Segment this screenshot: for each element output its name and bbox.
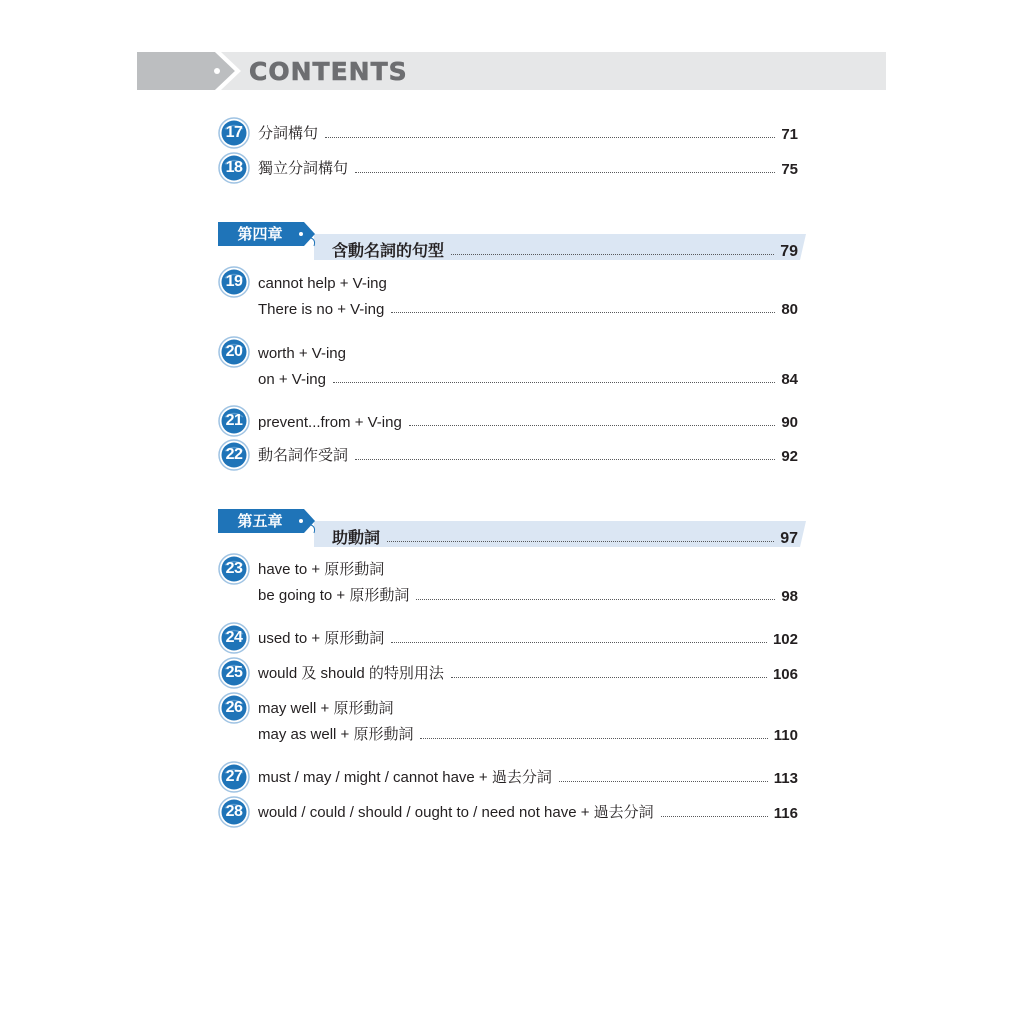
entry-title: would / could / should / ought to / need not have + 過去分詞 — [258, 804, 654, 821]
page-number: 92 — [781, 448, 798, 465]
contents-header — [137, 52, 886, 90]
entry-line — [258, 368, 798, 388]
page-number: 79 — [780, 243, 798, 260]
dot-leader — [420, 738, 767, 739]
entry-title: 動名詞作受詞 — [258, 447, 349, 464]
entry-number: 20 — [225, 343, 243, 360]
toc-entry-26[interactable] — [218, 692, 798, 748]
chapter-title: 含動名詞的句型 — [332, 243, 445, 260]
entry-line — [258, 559, 798, 579]
page-number: 90 — [781, 414, 798, 431]
dot-leader — [661, 816, 768, 817]
toc-entry-28[interactable] — [218, 796, 798, 828]
entry-number: 27 — [225, 768, 243, 785]
entry-title: on + V-ing — [258, 371, 326, 388]
toc-entry-22[interactable] — [218, 439, 798, 471]
entry-line — [258, 411, 798, 431]
dot-leader — [451, 677, 767, 678]
chapter-label: 第四章 — [237, 226, 283, 243]
entry-number: 17 — [225, 124, 243, 141]
entry-title: There is no + V-ing — [258, 301, 385, 318]
dot-leader — [333, 382, 775, 383]
page-number: 110 — [773, 727, 798, 744]
chapter-line — [332, 239, 798, 261]
toc-entry-23[interactable] — [218, 553, 798, 609]
entry-number: 22 — [225, 446, 243, 463]
toc-entry-18[interactable] — [218, 152, 798, 184]
dot-leader — [451, 254, 774, 255]
page-number: 102 — [772, 631, 798, 648]
entry-title: 分詞構句 — [258, 125, 319, 142]
entry-title: have to + 原形動詞 — [258, 561, 385, 578]
entry-line — [258, 585, 798, 605]
dot-leader — [355, 459, 775, 460]
entry-title: prevent...from + V-ing — [258, 414, 402, 431]
dot-leader — [387, 541, 774, 542]
page-number: 97 — [780, 530, 798, 547]
page-number: 106 — [772, 666, 798, 683]
entry-title: may well + 原形動詞 — [258, 700, 394, 717]
entry-title: would 及 should 的特別用法 — [258, 665, 444, 682]
chapter-label: 第五章 — [237, 513, 283, 530]
toc-entry-20[interactable] — [218, 336, 798, 392]
page-number: 75 — [781, 161, 798, 178]
toc-entry-27[interactable] — [218, 761, 798, 793]
dot-leader — [559, 781, 768, 782]
entry-number: 24 — [225, 629, 243, 646]
entry-line — [258, 272, 798, 292]
entry-number: 21 — [225, 412, 243, 429]
chapter-header-5[interactable] — [218, 509, 808, 551]
chapter-header-4[interactable] — [218, 222, 808, 264]
dot-leader — [391, 312, 775, 313]
toc-entry-25[interactable] — [218, 657, 798, 689]
entry-title: be going to + 原形動詞 — [258, 587, 410, 604]
entry-number: 28 — [225, 803, 243, 820]
entry-line — [258, 342, 798, 362]
entry-title: worth + V-ing — [258, 345, 346, 362]
chapter-line — [332, 526, 798, 548]
entry-title: must / may / might / cannot have + 過去分詞 — [258, 769, 552, 786]
page-number: 98 — [781, 588, 798, 605]
entry-line — [258, 298, 798, 318]
toc-entry-17[interactable] — [218, 117, 798, 149]
entry-line — [258, 724, 798, 744]
toc-entry-21[interactable] — [218, 405, 798, 437]
page-number: 116 — [773, 805, 798, 822]
entry-line — [258, 767, 798, 787]
entry-title: may as well + 原形動詞 — [258, 726, 414, 743]
dot-leader — [391, 642, 767, 643]
entry-line — [258, 663, 798, 683]
entry-number: 26 — [225, 699, 243, 716]
page-number: 84 — [781, 371, 798, 388]
toc-entry-24[interactable] — [218, 622, 798, 654]
dot-leader — [409, 425, 775, 426]
page-number: 113 — [773, 770, 798, 787]
dot-leader — [355, 172, 775, 173]
entry-title: 獨立分詞構句 — [258, 160, 349, 177]
page-number: 71 — [781, 126, 798, 143]
toc-entry-19[interactable] — [218, 266, 798, 322]
entry-number: 25 — [225, 664, 243, 681]
entry-number: 18 — [225, 159, 243, 176]
chapter-title: 助動詞 — [332, 530, 381, 547]
page-number: 80 — [781, 301, 798, 318]
entry-line — [258, 628, 798, 648]
dot-leader — [325, 137, 775, 138]
entry-title: used to + 原形動詞 — [258, 630, 385, 647]
page-title: CONTENTS — [249, 57, 408, 86]
entry-line — [258, 698, 798, 718]
entry-line — [258, 445, 798, 465]
dot-leader — [416, 599, 775, 600]
entry-line — [258, 123, 798, 143]
entry-number: 19 — [225, 273, 243, 290]
entry-line — [258, 158, 798, 178]
entry-title: cannot help + V-ing — [258, 275, 387, 292]
entry-number: 23 — [225, 560, 243, 577]
entry-line — [258, 802, 798, 822]
